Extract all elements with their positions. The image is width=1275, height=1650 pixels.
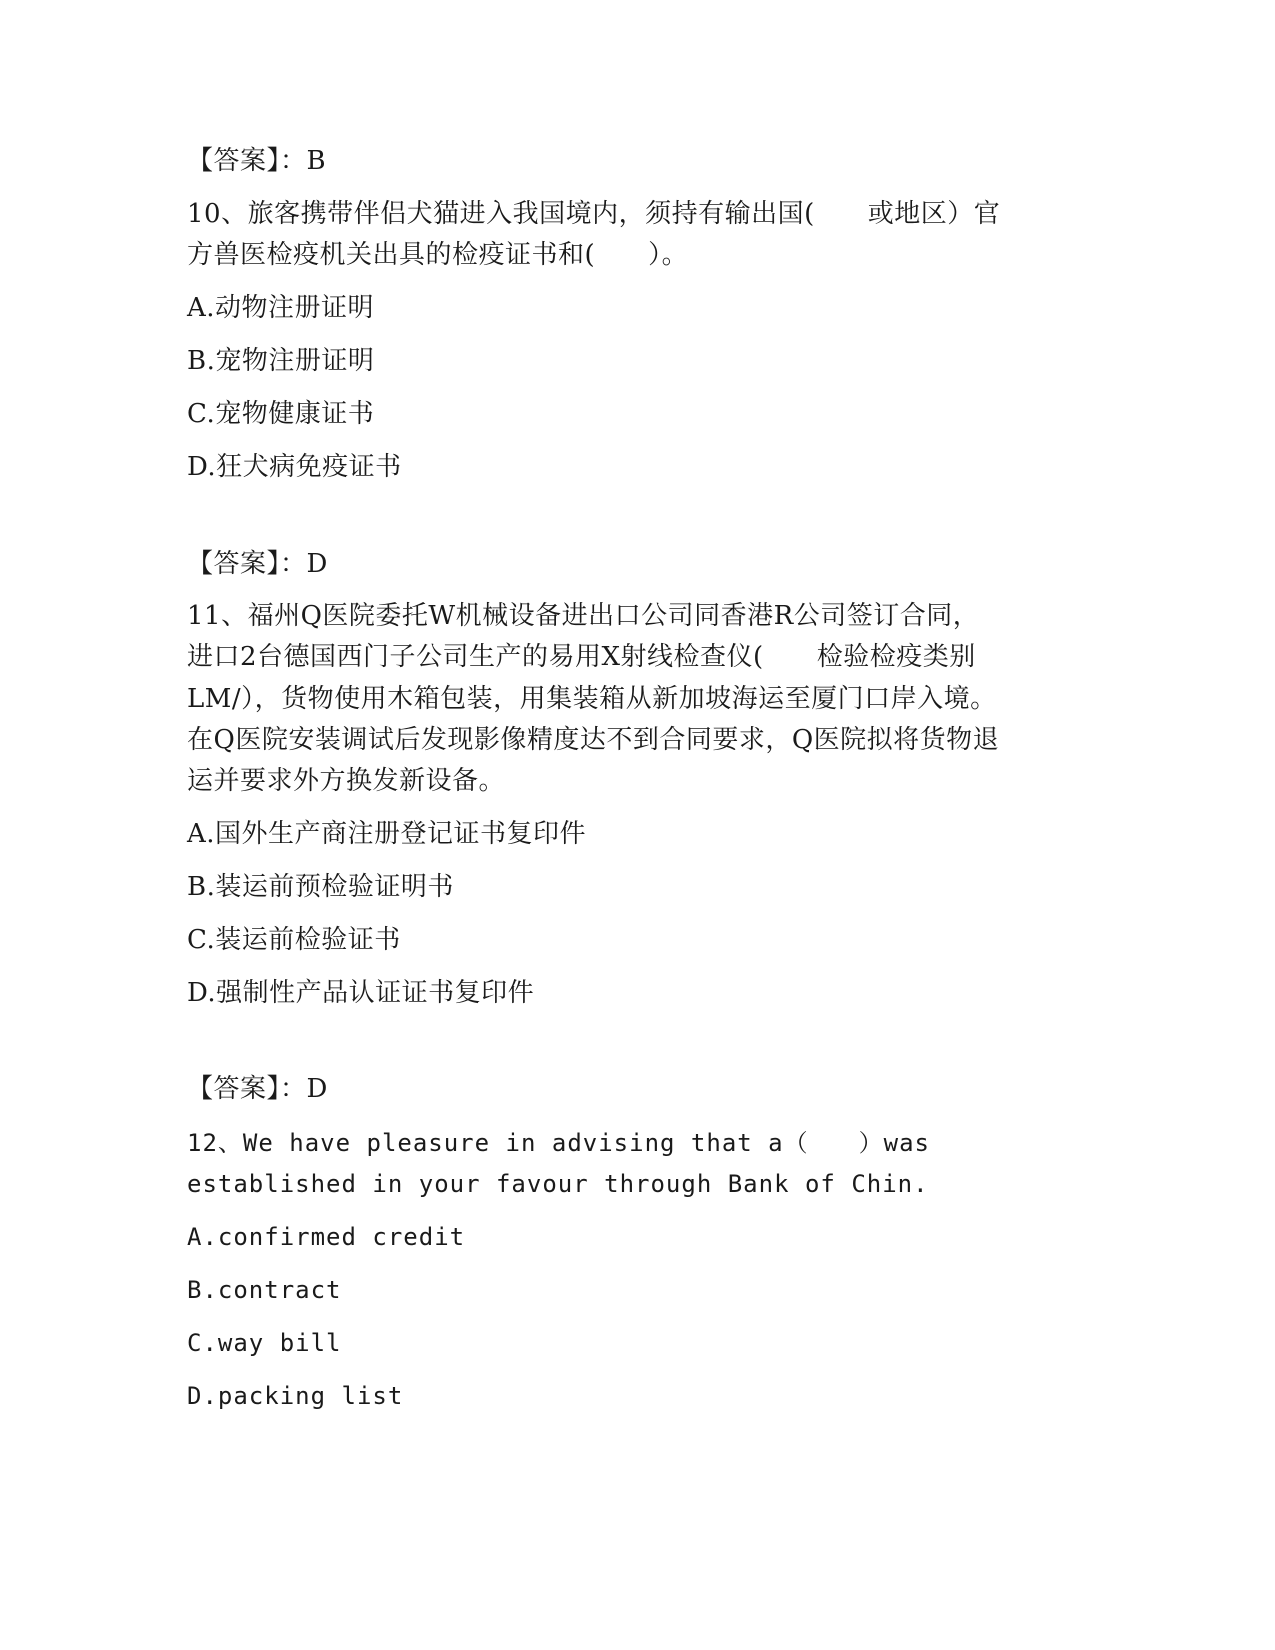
question-12-option-c: C.way bill — [187, 1329, 342, 1357]
answer-line: 【答案】：B — [187, 146, 327, 176]
question-10-option-d: D.狂犬病免疫证书 — [187, 452, 402, 482]
question-10-option-c: C.宠物健康证书 — [187, 399, 375, 429]
question-12-option-a: A.confirmed credit — [187, 1223, 466, 1251]
question-12-option-d: D.packing list — [187, 1382, 404, 1410]
question-10-stem-line-2: 方兽医检疫机关出具的检疫证书和( ）。 — [187, 240, 689, 270]
question-11-option-d: D.强制性产品认证证书复印件 — [187, 978, 535, 1008]
question-11-option-b: B.装运前预检验证明书 — [187, 872, 454, 902]
question-12-option-b: B.contract — [187, 1276, 342, 1304]
question-11-stem-line-1: 11、福州Q医院委托W机械设备进出口公司同香港R公司签订合同， — [187, 601, 980, 631]
question-12-stem-line-2: established in your favour through Bank of Chin. — [187, 1170, 929, 1198]
question-12-stem-line-1: 12、We have pleasure in advising that a（ ）was — [187, 1129, 930, 1157]
question-11-stem-line-5: 运并要求外方换发新设备。 — [187, 766, 506, 796]
question-10-option-a: A.动物注册证明 — [187, 293, 375, 323]
question-11-answer: 【答案】：D — [187, 1074, 328, 1104]
question-11-stem-line-3: LM/），货物使用木箱包装，用集装箱从新加坡海运至厦门口岸入境。 — [187, 684, 997, 714]
question-10-answer: 【答案】：D — [187, 549, 328, 579]
question-11-stem-line-2: 进口2台德国西门子公司生产的易用X射线检查仪( 检验检疫类别 — [187, 642, 976, 672]
question-11-stem-line-4: 在Q医院安装调试后发现影像精度达不到合同要求，Q医院拟将货物退 — [187, 725, 1000, 755]
question-10-option-b: B.宠物注册证明 — [187, 346, 375, 376]
question-10-stem-line-1: 10、旅客携带伴侣犬猫进入我国境内，须持有输出国( 或地区）官 — [187, 199, 1001, 229]
question-11-option-a: A.国外生产商注册登记证书复印件 — [187, 819, 587, 849]
question-11-option-c: C.装运前检验证书 — [187, 925, 401, 955]
